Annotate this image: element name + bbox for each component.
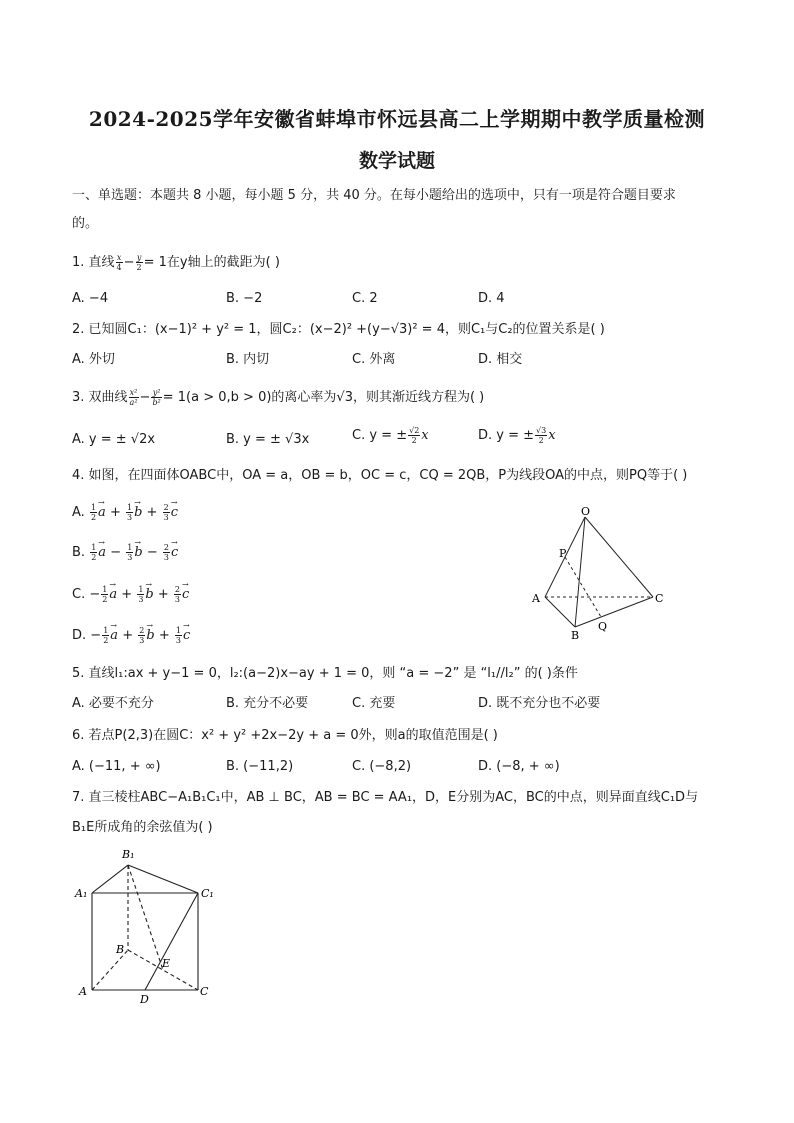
q3-option-a[interactable]: A. y = ± √2x — [72, 432, 156, 447]
q6-option-b[interactable]: B. (−11,2) — [226, 759, 294, 774]
q5-option-a[interactable]: A. 必要不充分 — [72, 696, 154, 711]
section-instructions-line2: 的。 — [72, 216, 99, 231]
q3-suffix: = 1(a > 0,b > 0)的离心率为√3，则其渐近线方程为( ) — [162, 390, 485, 405]
page-title: 2024-2025学年安徽省蚌埠市怀远县高二上学期期中教学质量检测 — [88, 107, 706, 131]
question-4: 4. 如图，在四面体OABC中，OA = a，OB = b，OC = c，CQ = 2QB，P为线段OA的中点，则PQ等于( ) — [72, 468, 688, 483]
fig7-label-c: C — [200, 985, 209, 998]
q6-option-a[interactable]: A. (−11, + ∞) — [72, 759, 161, 774]
fig4-label-a: A — [532, 592, 540, 605]
q4-option-a[interactable]: A. $\frac{1}{2}$ → a + $\frac{1}{3}$ → b + $\frac{2}{3}$ → c — [72, 503, 178, 523]
q1-prefix: 1. 直线 — [72, 255, 115, 270]
q1-option-a[interactable]: A. −4 — [72, 291, 109, 306]
q3-option-d[interactable]: D. y = ± $\frac{√3}{2}$ x — [478, 426, 556, 445]
q2-option-c[interactable]: C. 外离 — [352, 352, 396, 367]
q3-frac-2: $\frac{\text{y²}}{\text{b²}}$ — [152, 388, 161, 407]
q3-option-b[interactable]: B. y = ± √3x — [226, 432, 310, 447]
q1-option-d[interactable]: D. 4 — [478, 291, 505, 306]
question-5: 5. 直线l₁:ax + y−1 = 0，l₂:(a−2)x−ay + 1 = 0，则 “a = −2” 是 “l₁//l₂” 的( )条件 — [72, 666, 578, 681]
fig4-label-b: B — [571, 629, 580, 642]
question-7-line2: B₁E所成角的余弦值为( ) — [72, 820, 213, 835]
fig7-label-c1: C₁ — [201, 887, 214, 900]
question-3 — [72, 388, 484, 408]
q1-minus: − — [123, 255, 135, 270]
q1-frac-x: $\frac{x}{4}$ — [116, 253, 122, 272]
q5-option-c[interactable]: C. 充要 — [352, 696, 396, 711]
question-6: 6. 若点P(2,3)在圆C：x² + y² +2x−2y + a = 0外，则a的取值范围是( ) — [72, 728, 498, 743]
q1-frac-y: $\frac{y}{2}$ — [136, 253, 142, 272]
fig4-label-o: O — [581, 505, 591, 518]
page-subtitle: 数学试题 — [358, 150, 435, 172]
prism-figure — [70, 845, 230, 1005]
fig4-label-c: C — [655, 592, 664, 605]
q2-option-b[interactable]: B. 内切 — [226, 352, 270, 367]
q3-prefix: 3. 双曲线 — [72, 390, 128, 405]
fig7-label-a: A — [79, 985, 87, 998]
fig7-label-a1: A₁ — [75, 887, 88, 900]
q4-option-c[interactable]: C. − $\frac{1}{2}$ → a + $\frac{1}{3}$ → b + $\frac{2}{3}$ → c — [72, 585, 189, 605]
question-7-line1: 7. 直三棱柱ABC−A₁B₁C₁中，AB ⊥ BC，AB = BC = AA₁，D，E分别为AC，BC的中点，则异面直线C₁D与 — [72, 790, 699, 805]
q5-option-b[interactable]: B. 充分不必要 — [226, 696, 309, 711]
fig7-label-b1: B₁ — [122, 848, 135, 861]
question-2: 2. 已知圆C₁：(x−1)² + y² = 1，圆C₂：(x−2)² +(y−√3)² = 4，则C₁与C₂的位置关系是( ) — [72, 322, 605, 337]
q4-option-b[interactable]: B. $\frac{1}{2}$ → a − $\frac{1}{3}$ → b − $\frac{2}{3}$ → c — [72, 543, 178, 563]
q2-option-a[interactable]: A. 外切 — [72, 352, 115, 367]
tetrahedron-figure — [525, 505, 675, 645]
q6-option-d[interactable]: D. (−8, + ∞) — [478, 759, 560, 774]
q6-option-c[interactable]: C. (−8,2) — [352, 759, 412, 774]
q1-option-b[interactable]: B. −2 — [226, 291, 263, 306]
fig7-label-d: D — [140, 993, 149, 1005]
fig4-label-p: P — [559, 547, 567, 560]
q1-suffix: = 1在y轴上的截距为( ) — [143, 255, 280, 270]
q3-option-c[interactable]: C. y = ± $\frac{√2}{2}$ x — [352, 426, 429, 445]
q3-frac-1: $\frac{\text{x²}}{\text{a²}}$ — [129, 388, 138, 407]
q1-option-c[interactable]: C. 2 — [352, 291, 378, 306]
fig7-label-e: E — [162, 957, 171, 970]
fig4-label-q: Q — [598, 620, 608, 633]
fig7-label-b: B — [116, 943, 125, 956]
section-instructions-line1: 一、单选题：本题共 8 小题，每小题 5 分，共 40 分。在每小题给出的选项中，只有一项是符合题目要求 — [72, 188, 676, 203]
question-1 — [72, 253, 280, 273]
q5-option-d[interactable]: D. 既不充分也不必要 — [478, 696, 601, 711]
q4-option-d[interactable]: D. − $\frac{1}{2}$ → a + $\frac{2}{3}$ → b + $\frac{1}{3}$ → c — [72, 626, 190, 646]
q3-minus: − — [139, 390, 151, 405]
q2-option-d[interactable]: D. 相交 — [478, 352, 523, 367]
